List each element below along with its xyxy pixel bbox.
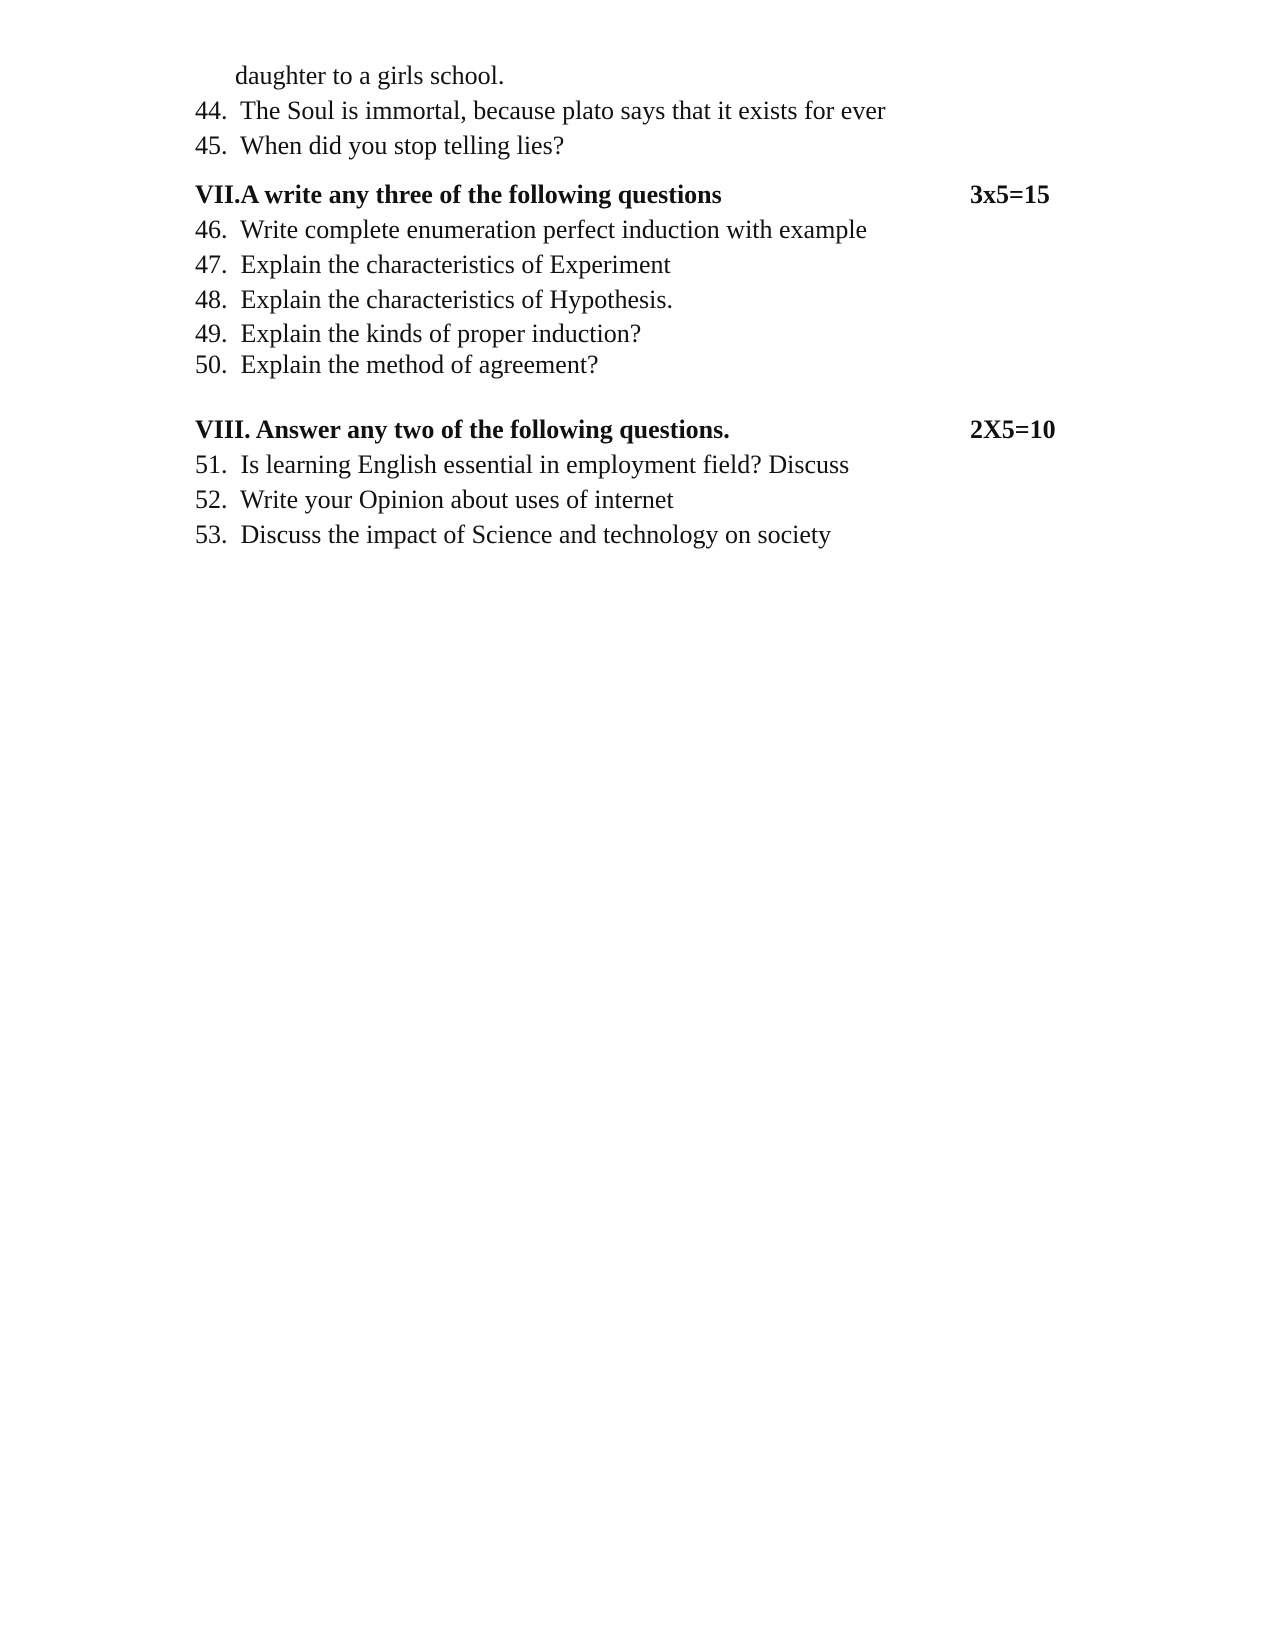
- question-item: [195, 450, 849, 480]
- question-text: Discuss the impact of Science and technology on society: [240, 520, 832, 549]
- question-item: [195, 520, 831, 550]
- question-item: [195, 350, 599, 380]
- question-item: [195, 96, 886, 126]
- question-text: The Soul is immortal, because plato says that it exists for ever: [240, 96, 886, 125]
- question-number: 48.: [195, 285, 234, 314]
- question-item: [195, 485, 674, 515]
- section-heading-vii: [195, 180, 1065, 210]
- question-item: [195, 285, 673, 315]
- section-title: VIII. Answer any two of the following questions.: [195, 415, 730, 444]
- section-title: VII.A write any three of the following questions: [195, 180, 722, 209]
- question-number: 44.: [195, 96, 234, 125]
- section-marks: 2X5=10: [970, 415, 1056, 444]
- question-number: 51.: [195, 450, 234, 479]
- question-text: Explain the method of agreement?: [240, 350, 599, 379]
- question-text: Write your Opinion about uses of internet: [240, 485, 674, 514]
- question-number: 53.: [195, 520, 234, 549]
- question-item: [195, 215, 867, 245]
- question-number: 46.: [195, 215, 234, 244]
- question-text: When did you stop telling lies?: [240, 131, 565, 160]
- question-text: Explain the characteristics of Hypothesis.: [240, 285, 673, 314]
- question-text: Is learning English essential in employment field? Discuss: [240, 450, 850, 479]
- question-text: Explain the characteristics of Experiment: [240, 250, 671, 279]
- question-number: 52.: [195, 485, 234, 514]
- question-number: 50.: [195, 350, 234, 379]
- question-text: Explain the kinds of proper induction?: [240, 319, 642, 348]
- question-number: 45.: [195, 131, 234, 160]
- section-heading-viii: [195, 415, 1065, 445]
- question-number: 49.: [195, 319, 234, 348]
- section-marks: 3x5=15: [970, 180, 1050, 209]
- continuation-text: daughter to a girls school.: [235, 61, 505, 90]
- question-item: [195, 131, 564, 161]
- question-item: [195, 250, 671, 280]
- question-text: Write complete enumeration perfect induction with example: [240, 215, 868, 244]
- question-item: [195, 319, 641, 349]
- question-number: 47.: [195, 250, 234, 279]
